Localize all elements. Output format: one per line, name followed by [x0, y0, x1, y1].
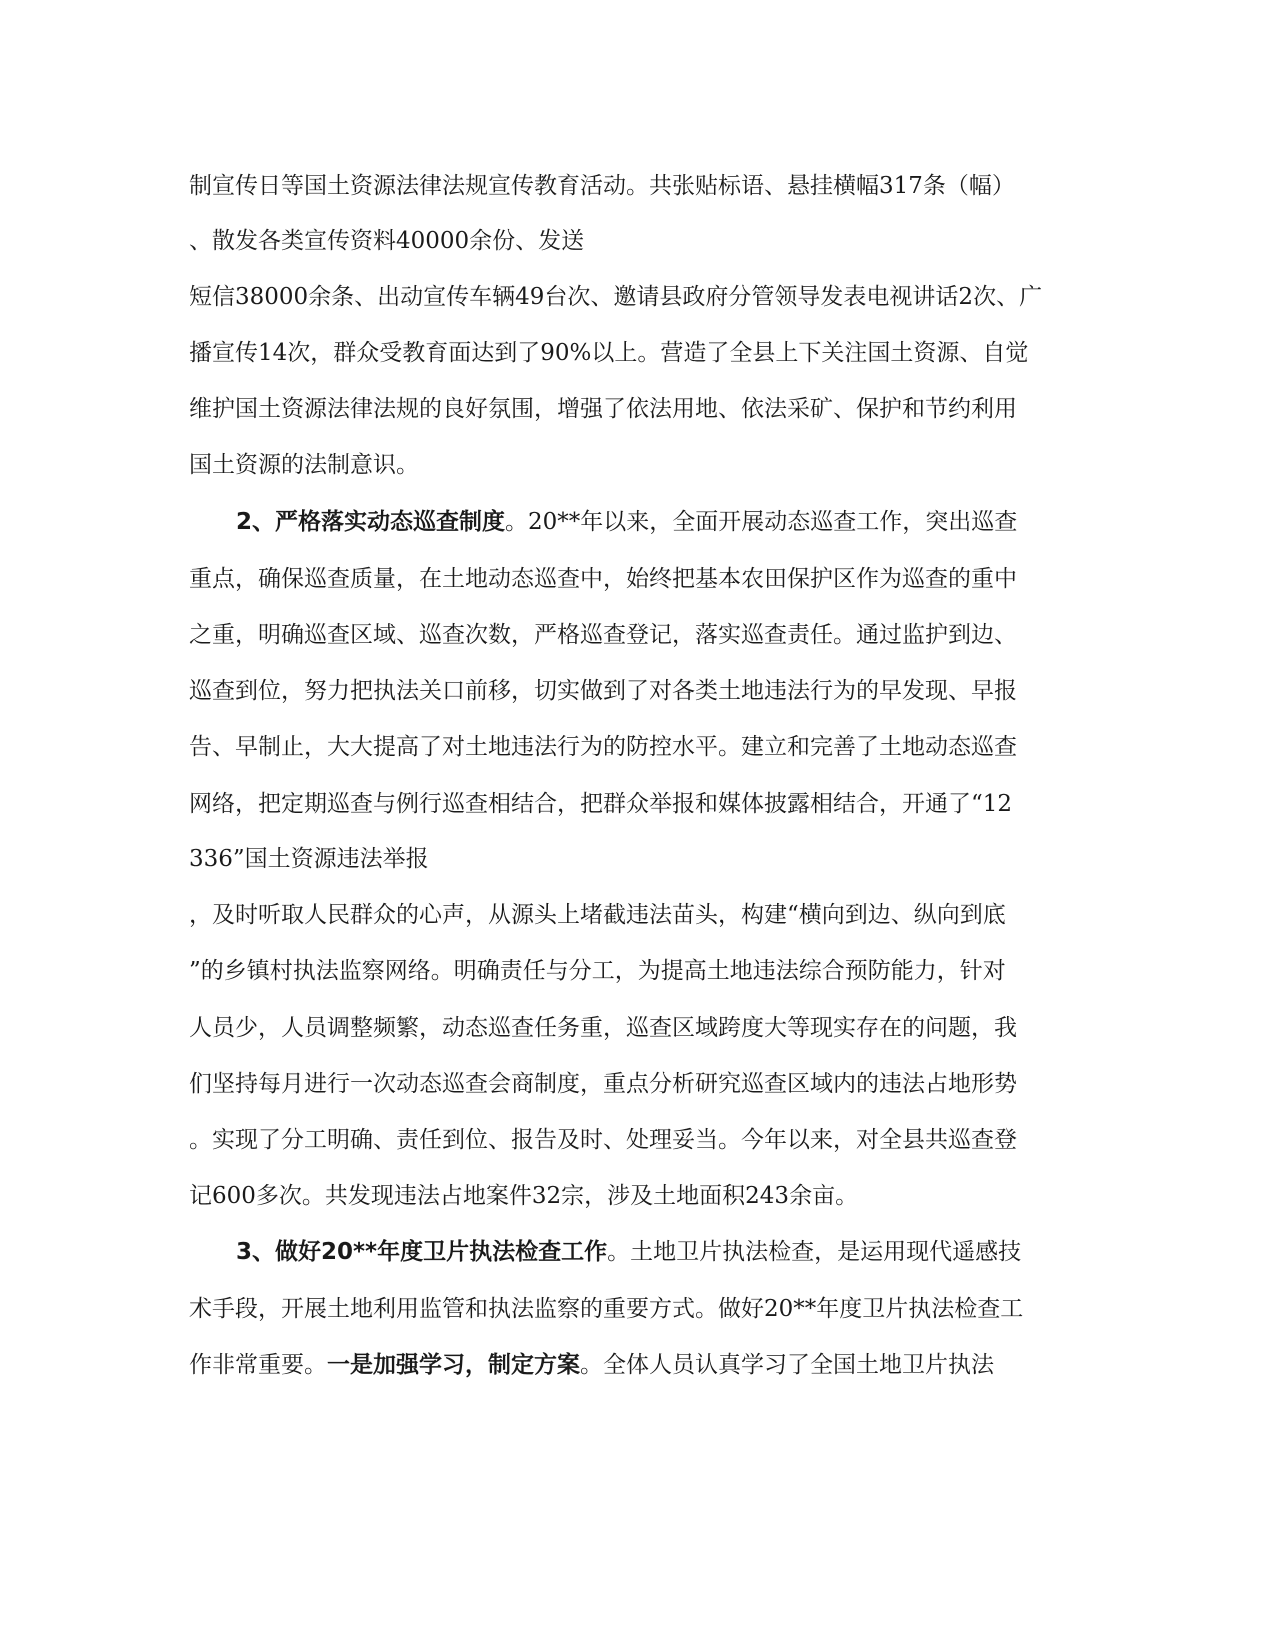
bold-phrase: 一是加强学习，制定方案 — [327, 1352, 580, 1378]
text-line: 们坚持每月进行一次动态巡查会商制度，重点分析研究巡查区域内的违法占地形势 — [189, 1071, 1017, 1097]
text-line: 巡查到位，努力把执法关口前移，切实做到了对各类土地违法行为的早发现、早报 — [189, 678, 1017, 704]
text-line: 重点，确保巡查质量，在土地动态巡查中，始终把基本农田保护区作为巡查的重中 — [189, 566, 1017, 592]
text-line: 播宣传14次，群众受教育面达到了90%以上。营造了全县上下关注国土资源、自觉 — [189, 340, 1029, 366]
text-line: 336”国土资源违法举报 — [189, 846, 429, 872]
text-line: 制宣传日等国土资源法律法规宣传教育活动。共张贴标语、悬挂横幅317条（幅） — [189, 173, 1015, 199]
section-heading: 3、做好20**年度卫片执法检查工作 — [236, 1239, 608, 1265]
section-heading: 2、严格落实动态巡查制度 — [236, 509, 506, 535]
text-line — [189, 1345, 994, 1385]
text-line: 短信38000余条、出动宣传车辆49台次、邀请县政府分管领导发表电视讲话2次、广 — [189, 284, 1043, 310]
text-line: 、散发各类宣传资料40000余份、发送 — [189, 228, 585, 254]
text-run: 作非常重要。 — [189, 1352, 327, 1378]
text-line: 告、早制止，大大提高了对土地违法行为的防控水平。建立和完善了土地动态巡查 — [189, 734, 1017, 760]
text-line: ，及时听取人民群众的心声，从源头上堵截违法苗头，构建“横向到边、纵向到底 — [189, 902, 1006, 928]
text-line: 网络，把定期巡查与例行巡查相结合，把群众举报和媒体披露相结合，开通了“12 — [189, 791, 1013, 817]
text-line: 人员少，人员调整频繁，动态巡查任务重，巡查区域跨度大等现实存在的问题，我 — [189, 1015, 1017, 1041]
text-line: 。实现了分工明确、责任到位、报告及时、处理妥当。今年以来，对全县共巡查登 — [189, 1127, 1017, 1153]
text-line — [236, 502, 1017, 542]
text-run: 。土地卫片执法检查，是运用现代遥感技 — [607, 1239, 1022, 1265]
text-line: 维护国土资源法律法规的良好氛围，增强了依法用地、依法采矿、保护和节约利用 — [189, 396, 1017, 422]
text-line: ”的乡镇村执法监察网络。明确责任与分工，为提高土地违法综合预防能力，针对 — [189, 958, 1006, 984]
text-line: 术手段，开展土地利用监管和执法监察的重要方式。做好20**年度卫片执法检查工 — [189, 1296, 1024, 1322]
text-run: 。20**年以来，全面开展动态巡查工作，突出巡查 — [505, 509, 1018, 535]
text-run: 。全体人员认真学习了全国土地卫片执法 — [580, 1352, 994, 1378]
text-line: 国土资源的法制意识。 — [189, 452, 419, 478]
text-line: 记600多次。共发现违法占地案件32宗，涉及土地面积243余亩。 — [189, 1183, 859, 1209]
text-line — [236, 1232, 1021, 1272]
text-line: 之重，明确巡查区域、巡查次数，严格巡查登记，落实巡查责任。通过监护到边、 — [189, 622, 1017, 648]
